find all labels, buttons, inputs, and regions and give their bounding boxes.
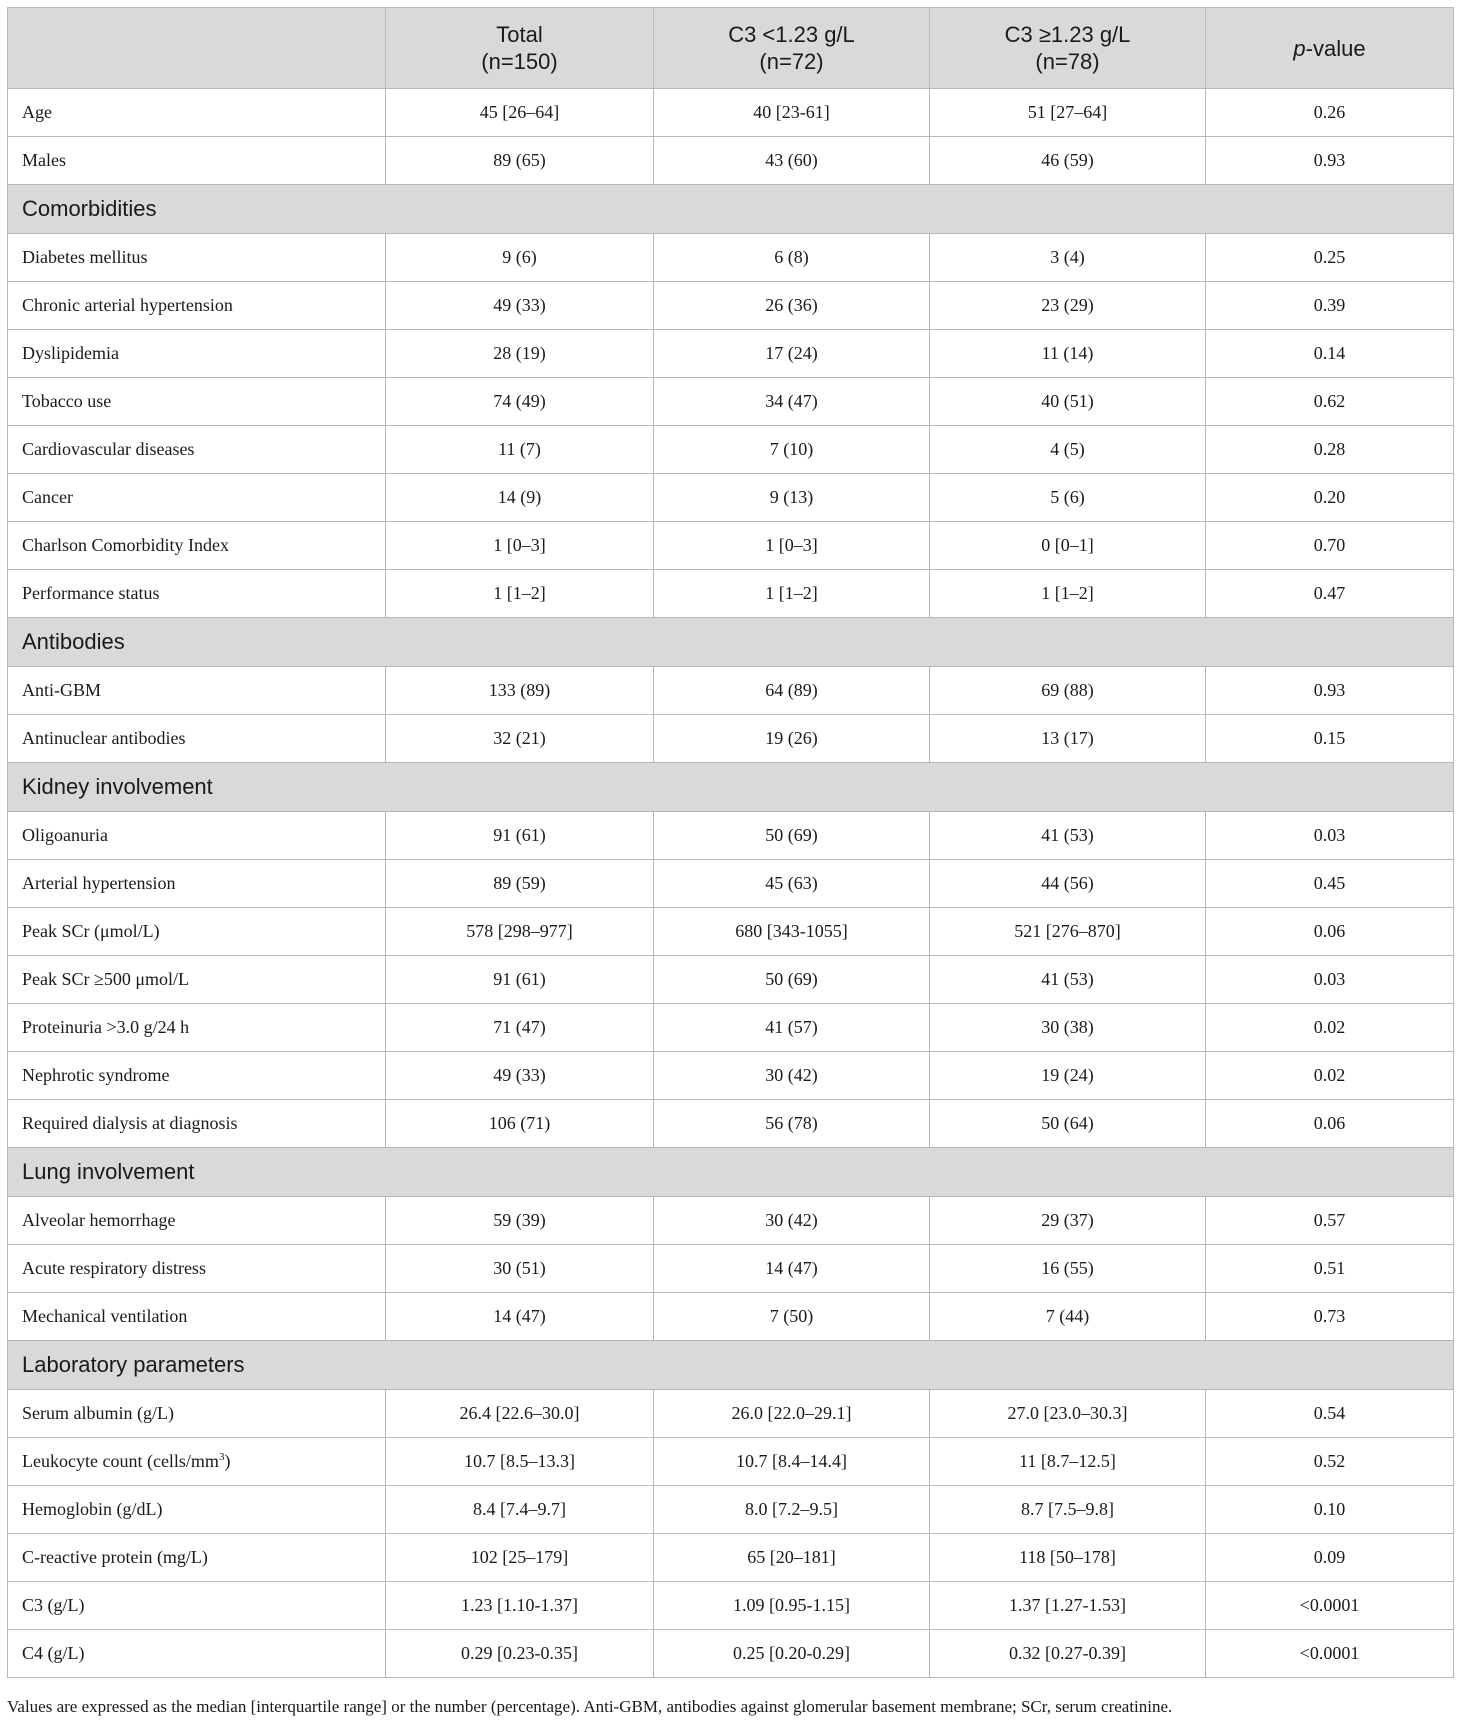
row-label: Tobacco use	[8, 378, 386, 426]
cell-p-value: 0.52	[1206, 1438, 1454, 1486]
section-title: Comorbidities	[8, 185, 1454, 234]
cell-c3-high: 11 [8.7–12.5]	[930, 1438, 1206, 1486]
section-row-antibodies	[8, 618, 1454, 667]
section-title: Lung involvement	[8, 1148, 1454, 1197]
header-c3-high	[930, 8, 1206, 89]
cell-c3-high: 50 (64)	[930, 1100, 1206, 1148]
section-title: Laboratory parameters	[8, 1341, 1454, 1390]
table-row	[8, 474, 1454, 522]
cell-c3-low: 7 (50)	[654, 1293, 930, 1341]
cell-p-value: 0.06	[1206, 908, 1454, 956]
cell-c3-low: 30 (42)	[654, 1052, 930, 1100]
cell-c3-high: 41 (53)	[930, 812, 1206, 860]
row-label: Males	[8, 137, 386, 185]
header-total	[386, 8, 654, 89]
cell-p-value: 0.20	[1206, 474, 1454, 522]
table-row	[8, 522, 1454, 570]
cell-c3-high: 23 (29)	[930, 282, 1206, 330]
header-variable	[8, 8, 386, 89]
cell-c3-low: 680 [343-1055]	[654, 908, 930, 956]
cell-total: 9 (6)	[386, 234, 654, 282]
cell-p-value: 0.93	[1206, 137, 1454, 185]
cell-c3-low: 14 (47)	[654, 1245, 930, 1293]
row-label: Arterial hypertension	[8, 860, 386, 908]
section-title: Antibodies	[8, 618, 1454, 667]
header-c3-low-n: (n=72)	[759, 49, 824, 74]
cell-total: 89 (65)	[386, 137, 654, 185]
cell-c3-low: 10.7 [8.4–14.4]	[654, 1438, 930, 1486]
cell-p-value: 0.51	[1206, 1245, 1454, 1293]
table-row	[8, 1245, 1454, 1293]
row-label: Diabetes mellitus	[8, 234, 386, 282]
cell-c3-low: 43 (60)	[654, 137, 930, 185]
cell-p-value: 0.93	[1206, 667, 1454, 715]
cell-total: 0.29 [0.23-0.35]	[386, 1630, 654, 1678]
row-label: Proteinuria >3.0 g/24 h	[8, 1004, 386, 1052]
row-label: Alveolar hemorrhage	[8, 1197, 386, 1245]
table-row	[8, 89, 1454, 137]
table-row	[8, 378, 1454, 426]
cell-total: 59 (39)	[386, 1197, 654, 1245]
leukocyte-label-end: )	[224, 1451, 231, 1471]
header-c3-high-n: (n=78)	[1035, 49, 1100, 74]
row-label: C4 (g/L)	[8, 1630, 386, 1678]
cell-total: 32 (21)	[386, 715, 654, 763]
table-row	[8, 1197, 1454, 1245]
row-label: Required dialysis at diagnosis	[8, 1100, 386, 1148]
cell-p-value: 0.02	[1206, 1004, 1454, 1052]
cell-p-value: 0.28	[1206, 426, 1454, 474]
cell-c3-low: 0.25 [0.20-0.29]	[654, 1630, 930, 1678]
table-row	[8, 1534, 1454, 1582]
table-row	[8, 1100, 1454, 1148]
table-row	[8, 1004, 1454, 1052]
cell-total: 91 (61)	[386, 812, 654, 860]
cell-total: 30 (51)	[386, 1245, 654, 1293]
cell-p-value: 0.10	[1206, 1486, 1454, 1534]
table-row	[8, 330, 1454, 378]
cell-p-value: 0.47	[1206, 570, 1454, 618]
cell-total: 26.4 [22.6–30.0]	[386, 1390, 654, 1438]
table-row	[8, 812, 1454, 860]
cell-c3-low: 17 (24)	[654, 330, 930, 378]
row-label: Cardiovascular diseases	[8, 426, 386, 474]
header-c3-low	[654, 8, 930, 89]
cell-p-value: <0.0001	[1206, 1630, 1454, 1678]
header-c3-low-title: C3 <1.23 g/L	[728, 22, 855, 47]
cell-p-value: 0.62	[1206, 378, 1454, 426]
cell-p-value: 0.03	[1206, 812, 1454, 860]
table-row	[8, 137, 1454, 185]
table-row	[8, 426, 1454, 474]
section-row-kidney	[8, 763, 1454, 812]
cell-total: 8.4 [7.4–9.7]	[386, 1486, 654, 1534]
cell-p-value: 0.54	[1206, 1390, 1454, 1438]
cell-p-value: 0.73	[1206, 1293, 1454, 1341]
header-total-n: (n=150)	[481, 49, 558, 74]
cell-total: 106 (71)	[386, 1100, 654, 1148]
characteristics-table-container	[7, 7, 1453, 1678]
section-title: Kidney involvement	[8, 763, 1454, 812]
cell-p-value: 0.15	[1206, 715, 1454, 763]
cell-c3-low: 56 (78)	[654, 1100, 930, 1148]
row-label: Hemoglobin (g/dL)	[8, 1486, 386, 1534]
cell-c3-low: 1.09 [0.95-1.15]	[654, 1582, 930, 1630]
section-row-lung	[8, 1148, 1454, 1197]
cell-p-value: 0.03	[1206, 956, 1454, 1004]
cell-p-value: 0.02	[1206, 1052, 1454, 1100]
cell-p-value: 0.14	[1206, 330, 1454, 378]
cell-c3-high: 1.37 [1.27-1.53]	[930, 1582, 1206, 1630]
cell-total: 10.7 [8.5–13.3]	[386, 1438, 654, 1486]
cell-c3-low: 50 (69)	[654, 812, 930, 860]
cell-p-value: 0.09	[1206, 1534, 1454, 1582]
cell-c3-high: 3 (4)	[930, 234, 1206, 282]
cell-c3-high: 51 [27–64]	[930, 89, 1206, 137]
cell-total: 1.23 [1.10-1.37]	[386, 1582, 654, 1630]
row-label	[8, 1438, 386, 1486]
cell-c3-high: 46 (59)	[930, 137, 1206, 185]
cell-c3-high: 44 (56)	[930, 860, 1206, 908]
row-label: Charlson Comorbidity Index	[8, 522, 386, 570]
cell-total: 89 (59)	[386, 860, 654, 908]
cell-total: 11 (7)	[386, 426, 654, 474]
cell-c3-high: 41 (53)	[930, 956, 1206, 1004]
table-footnote: Values are expressed as the median [interquartile range] or the number (percentage). Anti-GBM, antibodies against glomerular basement membrane; SCr, serum creatinine.	[7, 1697, 1173, 1716]
cell-c3-high: 118 [50–178]	[930, 1534, 1206, 1582]
cell-p-value: 0.57	[1206, 1197, 1454, 1245]
cell-c3-high: 11 (14)	[930, 330, 1206, 378]
row-label: Chronic arterial hypertension	[8, 282, 386, 330]
cell-total: 133 (89)	[386, 667, 654, 715]
header-p-rest: -value	[1305, 35, 1366, 61]
cell-total: 49 (33)	[386, 282, 654, 330]
table-row	[8, 1438, 1454, 1486]
section-row-comorbidities	[8, 185, 1454, 234]
row-label: Anti-GBM	[8, 667, 386, 715]
cell-c3-high: 16 (55)	[930, 1245, 1206, 1293]
cell-p-value: 0.06	[1206, 1100, 1454, 1148]
row-label: C-reactive protein (mg/L)	[8, 1534, 386, 1582]
cell-p-value: 0.39	[1206, 282, 1454, 330]
cell-c3-low: 50 (69)	[654, 956, 930, 1004]
cell-c3-high: 4 (5)	[930, 426, 1206, 474]
header-total-title: Total	[496, 22, 543, 47]
cell-c3-low: 1 [0–3]	[654, 522, 930, 570]
cell-c3-low: 19 (26)	[654, 715, 930, 763]
cell-c3-high: 40 (51)	[930, 378, 1206, 426]
cell-total: 1 [1–2]	[386, 570, 654, 618]
cell-c3-low: 65 [20–181]	[654, 1534, 930, 1582]
table-row	[8, 1052, 1454, 1100]
cell-c3-high: 5 (6)	[930, 474, 1206, 522]
cell-p-value: 0.25	[1206, 234, 1454, 282]
leukocyte-label-main: Leukocyte count (cells/mm	[22, 1451, 219, 1471]
row-label: Acute respiratory distress	[8, 1245, 386, 1293]
cell-total: 45 [26–64]	[386, 89, 654, 137]
table-row	[8, 1390, 1454, 1438]
characteristics-table	[7, 7, 1454, 1678]
cell-c3-high: 0.32 [0.27-0.39]	[930, 1630, 1206, 1678]
cell-c3-high: 7 (44)	[930, 1293, 1206, 1341]
row-label: Cancer	[8, 474, 386, 522]
cell-c3-high: 0 [0–1]	[930, 522, 1206, 570]
cell-c3-low: 30 (42)	[654, 1197, 930, 1245]
cell-c3-low: 9 (13)	[654, 474, 930, 522]
cell-p-value: 0.45	[1206, 860, 1454, 908]
cell-c3-high: 69 (88)	[930, 667, 1206, 715]
table-row	[8, 956, 1454, 1004]
cell-c3-low: 26 (36)	[654, 282, 930, 330]
cell-total: 91 (61)	[386, 956, 654, 1004]
cell-c3-high: 19 (24)	[930, 1052, 1206, 1100]
row-label: Oligoanuria	[8, 812, 386, 860]
header-p-italic: p	[1293, 35, 1306, 61]
cell-p-value: <0.0001	[1206, 1582, 1454, 1630]
cell-total: 102 [25–179]	[386, 1534, 654, 1582]
cell-p-value: 0.26	[1206, 89, 1454, 137]
row-label: Serum albumin (g/L)	[8, 1390, 386, 1438]
table-row	[8, 908, 1454, 956]
header-c3-high-title: C3 ≥1.23 g/L	[1004, 22, 1131, 47]
section-row-laboratory	[8, 1341, 1454, 1390]
cell-c3-low: 1 [1–2]	[654, 570, 930, 618]
cell-c3-high: 1 [1–2]	[930, 570, 1206, 618]
cell-c3-low: 6 (8)	[654, 234, 930, 282]
cell-c3-high: 521 [276–870]	[930, 908, 1206, 956]
table-row	[8, 1293, 1454, 1341]
cell-c3-low: 34 (47)	[654, 378, 930, 426]
cell-p-value: 0.70	[1206, 522, 1454, 570]
table-row	[8, 1582, 1454, 1630]
cell-total: 74 (49)	[386, 378, 654, 426]
cell-c3-low: 40 [23-61]	[654, 89, 930, 137]
row-label: Nephrotic syndrome	[8, 1052, 386, 1100]
row-label: Peak SCr (μmol/L)	[8, 908, 386, 956]
leukocyte-label-superscript: 3	[218, 1451, 225, 1463]
cell-c3-low: 7 (10)	[654, 426, 930, 474]
cell-c3-low: 64 (89)	[654, 667, 930, 715]
cell-total: 49 (33)	[386, 1052, 654, 1100]
header-p-value	[1206, 8, 1454, 89]
table-header-row	[8, 8, 1454, 89]
table-row	[8, 234, 1454, 282]
table-row	[8, 860, 1454, 908]
table-row	[8, 1486, 1454, 1534]
table-row	[8, 1630, 1454, 1678]
row-label: Mechanical ventilation	[8, 1293, 386, 1341]
cell-total: 71 (47)	[386, 1004, 654, 1052]
cell-c3-high: 8.7 [7.5–9.8]	[930, 1486, 1206, 1534]
cell-c3-high: 30 (38)	[930, 1004, 1206, 1052]
cell-c3-high: 27.0 [23.0–30.3]	[930, 1390, 1206, 1438]
cell-c3-high: 29 (37)	[930, 1197, 1206, 1245]
cell-total: 14 (9)	[386, 474, 654, 522]
table-row	[8, 570, 1454, 618]
cell-total: 578 [298–977]	[386, 908, 654, 956]
cell-c3-low: 41 (57)	[654, 1004, 930, 1052]
row-label: Age	[8, 89, 386, 137]
table-row	[8, 282, 1454, 330]
row-label: Antinuclear antibodies	[8, 715, 386, 763]
cell-c3-low: 26.0 [22.0–29.1]	[654, 1390, 930, 1438]
cell-c3-low: 45 (63)	[654, 860, 930, 908]
cell-total: 1 [0–3]	[386, 522, 654, 570]
cell-total: 14 (47)	[386, 1293, 654, 1341]
row-label: Performance status	[8, 570, 386, 618]
cell-total: 28 (19)	[386, 330, 654, 378]
row-label: Dyslipidemia	[8, 330, 386, 378]
table-row	[8, 667, 1454, 715]
row-label: Peak SCr ≥500 μmol/L	[8, 956, 386, 1004]
cell-c3-low: 8.0 [7.2–9.5]	[654, 1486, 930, 1534]
cell-c3-high: 13 (17)	[930, 715, 1206, 763]
row-label: C3 (g/L)	[8, 1582, 386, 1630]
table-row	[8, 715, 1454, 763]
